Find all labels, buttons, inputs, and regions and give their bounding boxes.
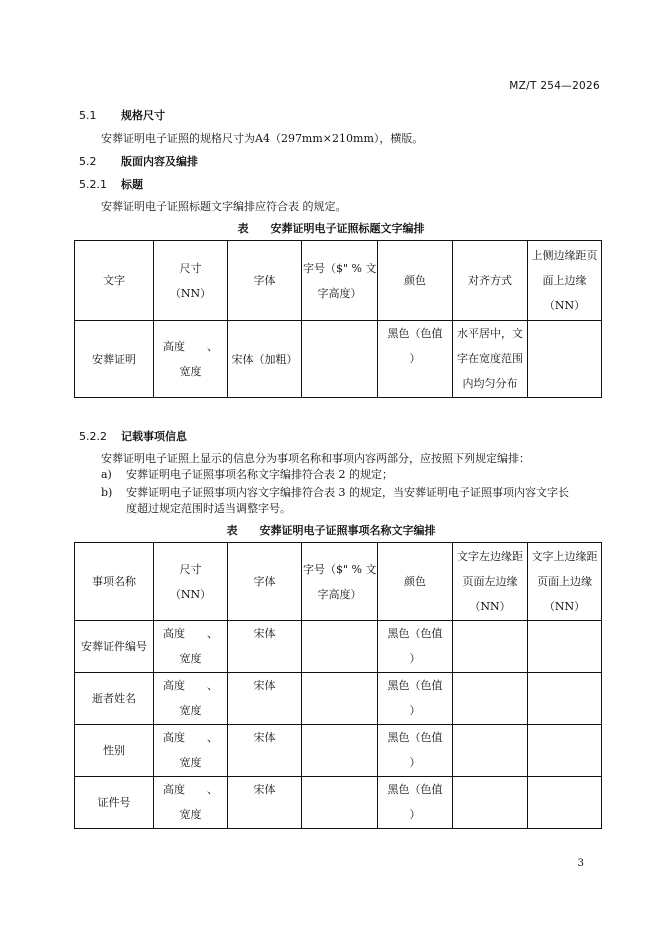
cell-text: （NN） bbox=[543, 600, 586, 613]
header-cell bbox=[453, 543, 528, 621]
color-cell bbox=[378, 621, 453, 673]
table-row bbox=[75, 725, 602, 777]
size-cell bbox=[154, 777, 228, 829]
cell-text: 宋体（加粗） bbox=[231, 352, 298, 366]
cell-text: ） bbox=[409, 808, 421, 821]
item-name-cell bbox=[75, 725, 154, 777]
cell-text: 宋体 bbox=[253, 783, 276, 796]
header-cell bbox=[75, 241, 154, 321]
cell-text: 黑色（色值 bbox=[387, 327, 443, 340]
cell-text: 高度 、 bbox=[163, 679, 218, 692]
top-margin-cell bbox=[528, 673, 602, 725]
item-name-cell bbox=[75, 777, 154, 829]
title-layout-table bbox=[74, 240, 602, 398]
cell-text: 对齐方式 bbox=[468, 274, 512, 287]
table-row bbox=[75, 621, 602, 673]
list-text: 安葬证明电子证照事项名称文字编排符合表 2 的规定； bbox=[126, 468, 393, 481]
left-margin-cell bbox=[453, 673, 528, 725]
cell-text: 上侧边缘距页 bbox=[531, 249, 598, 262]
cell-text: 内均匀分布 bbox=[462, 377, 518, 390]
size-cell bbox=[154, 673, 228, 725]
cell-text: ） bbox=[409, 652, 421, 665]
top-margin-cell bbox=[528, 725, 602, 777]
cell-text: 宽度 bbox=[179, 652, 202, 665]
caption-label: 表 bbox=[237, 222, 249, 235]
item-name-cell bbox=[75, 673, 154, 725]
cell-text: 文字上边缘距 bbox=[531, 550, 598, 563]
section-5-2-heading bbox=[79, 153, 198, 169]
color-cell bbox=[378, 777, 453, 829]
list-item bbox=[101, 484, 569, 500]
cell-text: 文字左边缘距 bbox=[457, 550, 523, 563]
header-cell bbox=[154, 241, 228, 321]
cell-text: 字体 bbox=[253, 274, 276, 287]
header-cell bbox=[228, 543, 302, 621]
table-header-row bbox=[75, 543, 602, 621]
section-5-2-2-text: 安葬证明电子证照上显示的信息分为事项名称和事项内容两部分，应按照下列规定编排： bbox=[101, 452, 530, 465]
font-cell bbox=[228, 725, 302, 777]
header-cell bbox=[378, 241, 453, 321]
list-item bbox=[101, 466, 393, 482]
item-name-cell bbox=[75, 621, 154, 673]
section-number: 5.2.1 bbox=[79, 178, 107, 191]
left-margin-cell bbox=[453, 621, 528, 673]
table-cell bbox=[75, 321, 154, 398]
font-size-cell bbox=[302, 725, 378, 777]
cell-text: 黑色（色值 bbox=[387, 627, 443, 640]
cell-text: 字号（$" % 文 bbox=[303, 261, 377, 275]
cell-text: 字体 bbox=[253, 575, 276, 588]
section-number: 5.1 bbox=[79, 109, 97, 122]
item-name-layout-table bbox=[74, 542, 602, 829]
left-margin-cell bbox=[453, 777, 528, 829]
table-cell bbox=[528, 321, 602, 398]
cell-text: 宽度 bbox=[179, 365, 202, 378]
cell-text: 宽度 bbox=[179, 756, 202, 769]
font-size-cell bbox=[302, 777, 378, 829]
section-title: 规格尺寸 bbox=[121, 109, 165, 122]
header-cell bbox=[228, 241, 302, 321]
header-cell bbox=[154, 543, 228, 621]
cell-text: 逝者姓名 bbox=[92, 692, 136, 705]
cell-text: （NN） bbox=[169, 286, 212, 300]
cell-text: 字在宽度范围 bbox=[457, 352, 523, 365]
cell-text: 黑色（色值 bbox=[387, 731, 443, 744]
page-number: 3 bbox=[577, 858, 584, 869]
section-title: 记载事项信息 bbox=[121, 430, 187, 443]
cell-text: 尺寸 bbox=[179, 261, 202, 275]
cell-text: 证件号 bbox=[97, 796, 131, 809]
cell-text: 字高度） bbox=[317, 587, 362, 601]
cell-text: 颜色 bbox=[404, 274, 426, 287]
cell-text: ） bbox=[409, 352, 421, 365]
caption-title: 安葬证明电子证照事项名称文字编排 bbox=[259, 524, 436, 537]
cell-text: 宽度 bbox=[179, 704, 202, 717]
section-title: 标题 bbox=[121, 178, 143, 191]
cell-text: 事项名称 bbox=[92, 575, 136, 588]
cell-text: 高度 、 bbox=[163, 627, 218, 640]
header-cell bbox=[528, 241, 602, 321]
header-cell bbox=[302, 543, 378, 621]
cell-text: （NN） bbox=[469, 600, 511, 613]
color-cell bbox=[378, 725, 453, 777]
cell-text: 页面上边缘 bbox=[537, 575, 592, 588]
cell-text: 高度 、 bbox=[163, 731, 218, 744]
section-title: 版面内容及编排 bbox=[121, 155, 198, 168]
cell-text: （NN） bbox=[543, 299, 586, 312]
left-margin-cell bbox=[453, 725, 528, 777]
table-cell bbox=[154, 321, 228, 398]
table-cell bbox=[453, 321, 528, 398]
cell-text: 页面左边缘 bbox=[462, 575, 518, 588]
section-number: 5.2 bbox=[79, 155, 97, 168]
table-cell bbox=[378, 321, 453, 398]
header-cell bbox=[75, 543, 154, 621]
cell-text: 高度 、 bbox=[163, 783, 218, 796]
list-text: 安葬证明电子证照事项内容文字编排符合表 3 的规定，当安葬证明电子证照事项内容文字长 bbox=[126, 486, 569, 499]
table1-caption bbox=[0, 220, 662, 236]
size-cell bbox=[154, 621, 228, 673]
cell-text: 水平居中，文 bbox=[457, 327, 523, 340]
section-5-1-heading bbox=[79, 107, 165, 123]
cell-text: 文字 bbox=[103, 274, 125, 287]
cell-text: （NN） bbox=[169, 587, 212, 601]
cell-text: ） bbox=[409, 756, 421, 769]
font-cell bbox=[228, 621, 302, 673]
cell-text: 颜色 bbox=[404, 575, 426, 588]
table-cell bbox=[302, 321, 378, 398]
size-cell bbox=[154, 725, 228, 777]
font-size-cell bbox=[302, 621, 378, 673]
cell-text: ） bbox=[409, 704, 421, 717]
list-marker: a) bbox=[101, 468, 112, 481]
list-text-continuation: 度超过规定范围时适当调整字号。 bbox=[126, 502, 291, 515]
section-5-2-2-heading bbox=[79, 428, 187, 444]
header-cell bbox=[302, 241, 378, 321]
cell-text: 安葬证件编号 bbox=[81, 640, 147, 653]
header-cell bbox=[453, 241, 528, 321]
table-row bbox=[75, 321, 602, 398]
section-5-1-text: 安葬证明电子证照的规格尺寸为A4（297mm×210mm），横版。 bbox=[101, 132, 424, 145]
cell-text: 面上边缘 bbox=[542, 274, 587, 287]
table-cell bbox=[228, 321, 302, 398]
section-5-2-1-heading bbox=[79, 176, 143, 192]
color-cell bbox=[378, 673, 453, 725]
section-5-2-1-text: 安葬证明电子证照标题文字编排应符合表 的规定。 bbox=[101, 200, 347, 213]
cell-text: 字高度） bbox=[317, 286, 362, 300]
cell-text: 宋体 bbox=[253, 679, 276, 692]
caption-label: 表 bbox=[226, 524, 238, 537]
font-cell bbox=[228, 673, 302, 725]
top-margin-cell bbox=[528, 777, 602, 829]
cell-text: 性别 bbox=[103, 744, 125, 757]
header-cell bbox=[378, 543, 453, 621]
cell-text: 高度 、 bbox=[163, 340, 218, 353]
section-number: 5.2.2 bbox=[79, 430, 107, 443]
cell-text: 字号（$" % 文 bbox=[303, 562, 377, 576]
table-header-row bbox=[75, 241, 602, 321]
header-cell bbox=[528, 543, 602, 621]
standard-code: MZ/T 254—2026 bbox=[509, 80, 600, 92]
cell-text: 黑色（色值 bbox=[387, 679, 443, 692]
top-margin-cell bbox=[528, 621, 602, 673]
cell-text: 宋体 bbox=[253, 627, 276, 640]
table-row bbox=[75, 777, 602, 829]
font-size-cell bbox=[302, 673, 378, 725]
table-row bbox=[75, 673, 602, 725]
cell-text: 安葬证明 bbox=[92, 352, 136, 366]
cell-text: 黑色（色值 bbox=[387, 783, 443, 796]
cell-text: 宋体 bbox=[253, 731, 276, 744]
cell-text: 尺寸 bbox=[179, 562, 202, 576]
caption-title: 安葬证明电子证照标题文字编排 bbox=[270, 222, 425, 235]
font-cell bbox=[228, 777, 302, 829]
cell-text: 宽度 bbox=[179, 808, 202, 821]
table2-caption bbox=[0, 522, 662, 538]
list-marker: b) bbox=[101, 486, 113, 499]
